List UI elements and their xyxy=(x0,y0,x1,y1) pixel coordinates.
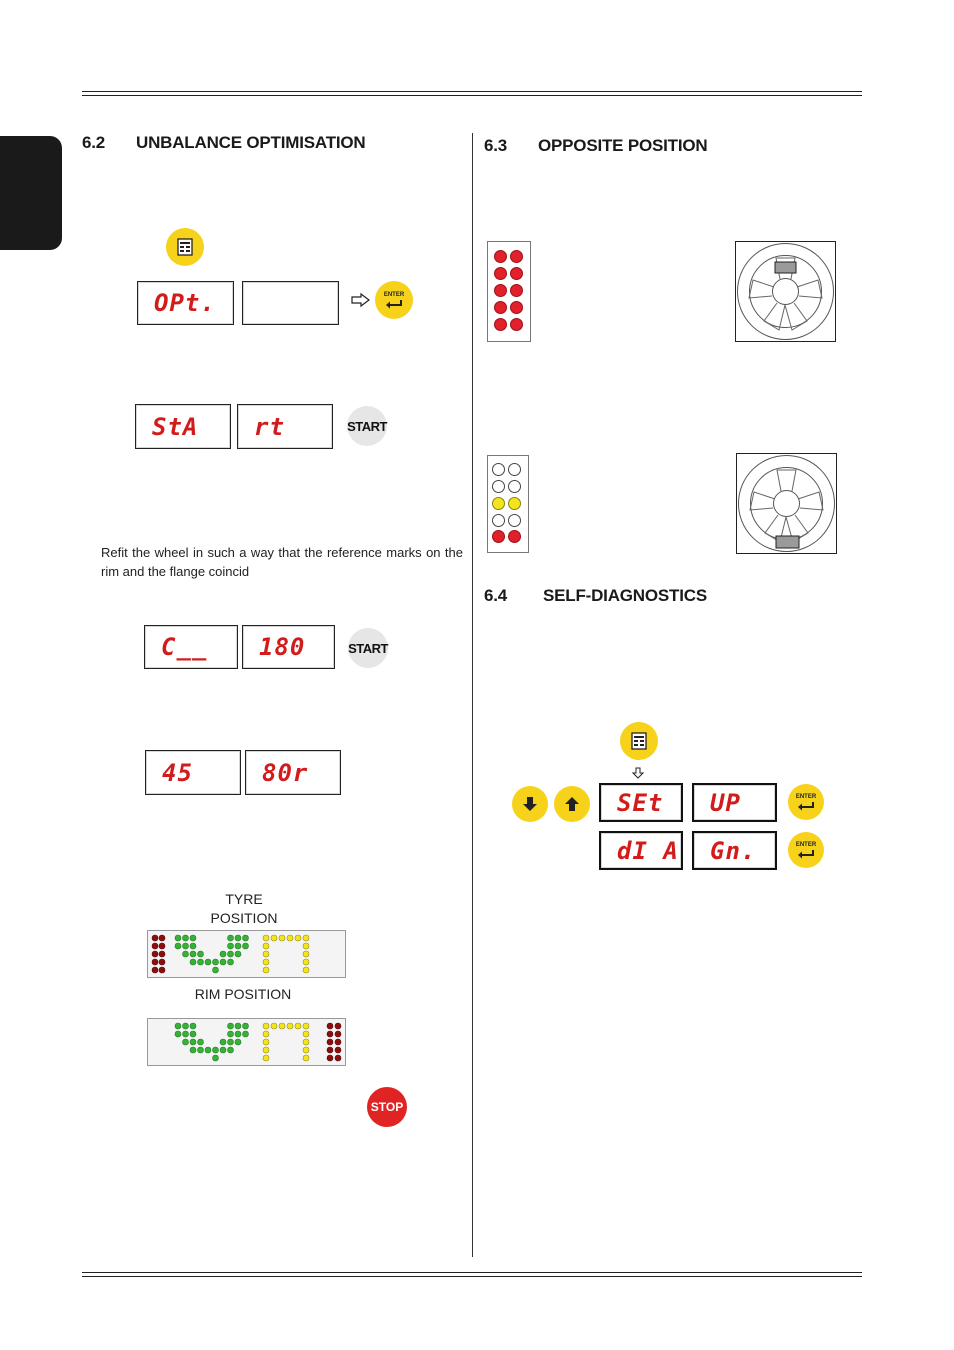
led xyxy=(508,497,521,510)
section-title: OPPOSITE POSITION xyxy=(538,136,708,155)
led-dot xyxy=(220,951,226,957)
led-dot xyxy=(295,1023,301,1029)
led-dot xyxy=(271,1023,277,1029)
led-dot xyxy=(152,959,158,965)
led-dot xyxy=(287,935,293,941)
footer-rule-bottom xyxy=(82,1276,862,1277)
display-right-gn: Gn. xyxy=(692,831,777,870)
led-dot xyxy=(159,943,165,949)
display-right-start: rt xyxy=(237,404,333,449)
led xyxy=(492,530,505,543)
led-dot xyxy=(183,1039,189,1045)
led-dot xyxy=(235,1023,241,1029)
led-dot xyxy=(335,1031,341,1037)
led-dot xyxy=(159,935,165,941)
led xyxy=(510,284,523,297)
led xyxy=(492,463,505,476)
led-dot xyxy=(152,951,158,957)
led-dot xyxy=(152,935,158,941)
led-dot xyxy=(235,1039,241,1045)
menu-button-2[interactable] xyxy=(620,722,658,760)
led-dot xyxy=(183,935,189,941)
start-button-2[interactable]: START xyxy=(348,628,388,668)
led-dot xyxy=(263,951,269,957)
column-divider xyxy=(472,133,473,1257)
led-dot xyxy=(263,935,269,941)
menu-icon xyxy=(631,732,647,750)
led-dot xyxy=(303,967,309,973)
enter-icon xyxy=(385,299,403,309)
section-number: 6.4 xyxy=(484,586,508,605)
led-dot xyxy=(190,943,196,949)
led-dot xyxy=(159,967,165,973)
enter-icon xyxy=(797,801,815,811)
led-dot xyxy=(327,1055,333,1061)
led-dot xyxy=(198,1039,204,1045)
start-button[interactable]: START xyxy=(347,406,387,446)
led-dot xyxy=(303,1031,309,1037)
led-dot xyxy=(190,959,196,965)
footer-rule-top xyxy=(82,1272,862,1273)
led-dot xyxy=(263,1055,269,1061)
enter-icon xyxy=(797,849,815,859)
led xyxy=(508,463,521,476)
display-right-180: 180 xyxy=(242,625,335,669)
led-column-red xyxy=(487,241,531,342)
led xyxy=(494,267,507,280)
led xyxy=(494,250,507,263)
stop-button[interactable]: STOP xyxy=(367,1087,407,1127)
led-dot xyxy=(205,959,211,965)
section-6-3-heading xyxy=(484,136,707,156)
led-dot xyxy=(335,1023,341,1029)
led-dot xyxy=(198,951,204,957)
display-right-up: UP xyxy=(692,783,777,822)
led-dot xyxy=(183,943,189,949)
led-dot xyxy=(152,967,158,973)
led-dot xyxy=(327,1023,333,1029)
menu-button[interactable] xyxy=(166,228,204,266)
section-6-4-heading xyxy=(484,586,707,606)
led-dot xyxy=(159,959,165,965)
led-dot xyxy=(303,935,309,941)
led-dot xyxy=(190,1031,196,1037)
display-left-start: StA xyxy=(135,404,231,449)
arrow-right-icon xyxy=(351,293,371,307)
display-left-c: C__ xyxy=(144,625,238,669)
led xyxy=(492,480,505,493)
led-dot xyxy=(190,935,196,941)
led-dot xyxy=(175,1023,181,1029)
led xyxy=(508,480,521,493)
header-rule-bottom xyxy=(82,95,862,96)
led-dot xyxy=(235,951,241,957)
tyre-position-label: TYRE POSITION xyxy=(210,891,278,926)
display-left-dia: dI A xyxy=(599,831,683,870)
led-dot xyxy=(175,935,181,941)
led-dot xyxy=(263,967,269,973)
wheel-diagram-top xyxy=(735,241,836,342)
section-number: 6.2 xyxy=(82,133,106,152)
led-dot xyxy=(303,1039,309,1045)
tyre-position-led-strip xyxy=(147,930,346,978)
led-dot xyxy=(190,1039,196,1045)
wheel-icon xyxy=(736,242,835,341)
enter-button[interactable] xyxy=(375,281,413,319)
led-dot xyxy=(327,1047,333,1053)
led xyxy=(492,514,505,527)
section-title: UNBALANCE OPTIMISATION xyxy=(136,133,366,152)
wheel-diagram-bottom xyxy=(736,453,837,554)
led-dot xyxy=(235,943,241,949)
display-right-80r: 80r xyxy=(245,750,341,795)
display-left-opt: OPt. xyxy=(137,281,234,325)
led-dot xyxy=(235,935,241,941)
menu-icon xyxy=(177,238,193,256)
led-dot xyxy=(205,1047,211,1053)
led-dot xyxy=(152,943,158,949)
led-dot xyxy=(279,1023,285,1029)
arrow-up-button[interactable] xyxy=(554,786,590,822)
led-dot xyxy=(279,935,285,941)
led-dot xyxy=(287,1023,293,1029)
led-dot xyxy=(213,967,219,973)
display-left-45: 45 xyxy=(145,750,241,795)
led-dot xyxy=(228,959,234,965)
led-dot xyxy=(228,1031,234,1037)
led-column-mixed xyxy=(487,455,529,553)
led-dot xyxy=(220,1039,226,1045)
arrow-up-icon xyxy=(563,795,581,813)
led-dot xyxy=(235,1031,241,1037)
enter-button-set[interactable] xyxy=(788,784,824,820)
led-dot xyxy=(159,951,165,957)
language-tab xyxy=(0,136,62,250)
led xyxy=(510,301,523,314)
led-dot xyxy=(175,1031,181,1037)
display-left-set: SEt xyxy=(599,783,683,822)
led-dot xyxy=(243,943,249,949)
tyre-led-grid xyxy=(148,931,345,977)
led-dot xyxy=(303,959,309,965)
led-dot xyxy=(213,959,219,965)
led-dot xyxy=(263,1023,269,1029)
led-dot xyxy=(175,943,181,949)
led-dot xyxy=(303,1023,309,1029)
wheel-icon xyxy=(737,454,836,553)
led-dot xyxy=(263,1047,269,1053)
led xyxy=(494,318,507,331)
enter-label: ENTER xyxy=(795,841,817,848)
led-dot xyxy=(295,935,301,941)
led xyxy=(510,318,523,331)
header-rule-top xyxy=(82,91,862,92)
led-dot xyxy=(327,1031,333,1037)
led-dot xyxy=(228,935,234,941)
section-title: SELF-DIAGNOSTICS xyxy=(543,586,707,605)
enter-label: ENTER xyxy=(795,793,817,800)
refit-instruction: Refit the wheel in such a way that the reference marks on the rim and the flange coincid xyxy=(101,545,463,579)
display-right-blank xyxy=(242,281,339,325)
led-dot xyxy=(213,1055,219,1061)
arrow-down-button[interactable] xyxy=(512,786,548,822)
led-dot xyxy=(263,959,269,965)
section-6-2-heading xyxy=(82,133,366,153)
led-dot xyxy=(183,1023,189,1029)
led-dot xyxy=(243,935,249,941)
led-dot xyxy=(228,1023,234,1029)
led-dot xyxy=(263,943,269,949)
led xyxy=(510,250,523,263)
led-dot xyxy=(228,1047,234,1053)
led-dot xyxy=(243,1031,249,1037)
rim-position-led-strip xyxy=(147,1018,346,1066)
led xyxy=(508,530,521,543)
led xyxy=(492,497,505,510)
led xyxy=(494,284,507,297)
arrow-down-small-icon xyxy=(632,767,644,779)
rim-position-label: RIM POSITION xyxy=(194,986,292,1002)
led xyxy=(494,301,507,314)
led xyxy=(510,267,523,280)
led-dot xyxy=(213,1047,219,1053)
led-dot xyxy=(220,959,226,965)
led-dot xyxy=(335,1055,341,1061)
led-dot xyxy=(303,1047,309,1053)
led-dot xyxy=(303,943,309,949)
led-dot xyxy=(198,959,204,965)
led-dot xyxy=(198,1047,204,1053)
arrow-down-icon xyxy=(521,795,539,813)
section-number: 6.3 xyxy=(484,136,508,155)
enter-label: ENTER xyxy=(383,291,405,298)
led-dot xyxy=(303,951,309,957)
led-dot xyxy=(263,1031,269,1037)
rim-led-grid xyxy=(148,1019,345,1065)
led-dot xyxy=(183,1031,189,1037)
led-dot xyxy=(228,951,234,957)
led-dot xyxy=(228,943,234,949)
led-dot xyxy=(243,1023,249,1029)
led-dot xyxy=(190,1047,196,1053)
led-dot xyxy=(220,1047,226,1053)
led-dot xyxy=(263,1039,269,1045)
led-dot xyxy=(183,951,189,957)
led-dot xyxy=(335,1039,341,1045)
led xyxy=(508,514,521,527)
led-dot xyxy=(228,1039,234,1045)
led-dot xyxy=(335,1047,341,1053)
led-dot xyxy=(190,951,196,957)
enter-button-dia[interactable] xyxy=(788,832,824,868)
led-dot xyxy=(271,935,277,941)
led-dot xyxy=(327,1039,333,1045)
led-dot xyxy=(303,1055,309,1061)
led-dot xyxy=(190,1023,196,1029)
